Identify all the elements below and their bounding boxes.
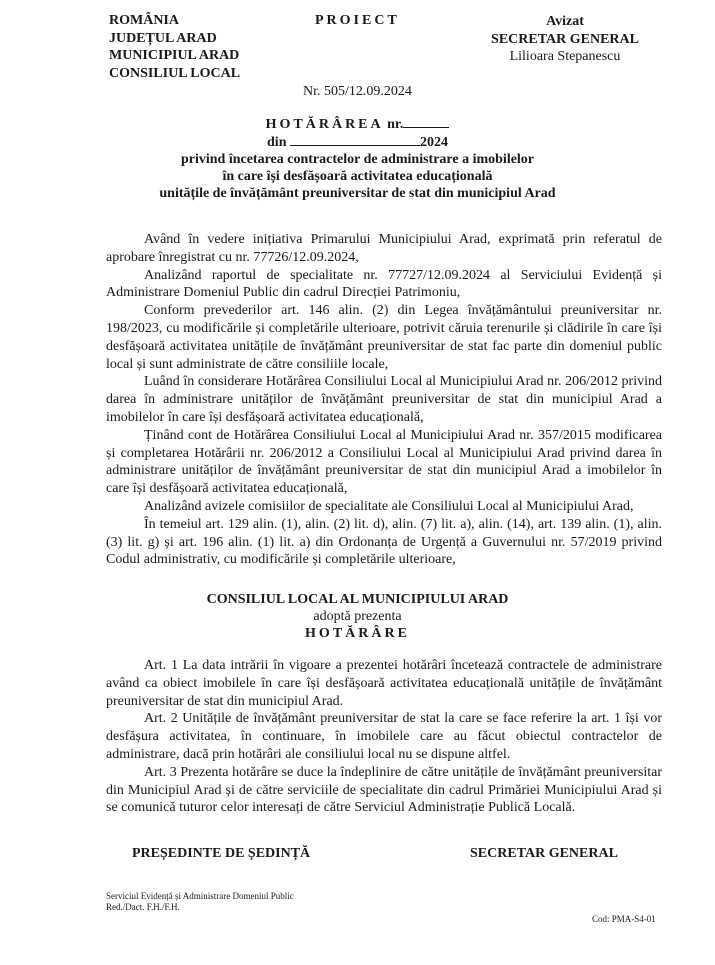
draft-label: PROIECT — [315, 13, 400, 28]
signature-secretary: SECRETAR GENERAL — [470, 846, 618, 861]
preamble-paragraph: Analizând raportul de specialitate nr. 77727/12.09.2024 al Serviciului Evidență și Administrare Domeniul Public din cadrul Direcției Patrimoniu, — [106, 267, 662, 301]
preamble-paragraph: Ținând cont de Hotărârea Consiliului Local al Municipiului Arad nr. 357/2015 modificarea și completarea Hotărârii nr. 206/2012 a Consiliului Local al Municipiului Arad privind darea în administrare unităților de învățământ preuniversitar de stat din municipiul Arad a imobilelor în care își desfășoară activitatea educațională, — [106, 427, 662, 497]
preamble-paragraph: Având în vedere inițiativa Primarului Municipiului Arad, exprimată prin referatul de aprobare înregistrat cu nr. 77726/12.09.2024, — [106, 232, 662, 265]
signature-chair: PREȘEDINTE DE ȘEDINȚĂ — [132, 846, 311, 861]
decision-word: HOTĂRÂRE — [305, 626, 410, 641]
preamble-paragraph: Analizând avizele comisiilor de specialitate ale Consiliului Local al Municipiului Arad, — [144, 498, 634, 514]
date-prefix: din — [267, 135, 287, 150]
registration-number: Nr. 505/12.09.2024 — [303, 84, 412, 99]
adopting-council: CONSILIUL LOCAL AL MUNICIPIULUI ARAD — [206, 592, 509, 607]
decision-title-block — [0, 115, 715, 202]
adopts-text: adoptă prezenta — [313, 609, 402, 624]
date-year: 2024 — [419, 135, 448, 150]
decision-nr-label: nr. — [387, 117, 404, 132]
article-paragraph: Art. 2 Unitățile de învățământ preuniversitar de stat la care se face referire la art. 1 își vor desfășura activitatea, în continuare, în imobilele care au făcut obiectul contractelor de administrare, dacă prin hotărâri ale consiliului local nu se dispune altfel. — [106, 711, 662, 762]
issuer-line-country: ROMÂNIA — [109, 13, 179, 28]
date-blank — [290, 133, 420, 146]
footer-issuer — [106, 891, 294, 913]
subject-line-1: privind încetarea contractelor de administrare a imobilelor — [180, 152, 535, 167]
subject-line-2: în care își desfășoară activitatea educațională — [222, 169, 493, 184]
preamble — [106, 231, 662, 569]
decision-number-blank — [403, 115, 449, 128]
approval-title: Avizat — [546, 14, 584, 29]
footer-department: Serviciul Evidență și Administrare Domeniul Public — [106, 891, 294, 901]
decision-title: HOTĂRÂREA — [265, 117, 384, 132]
preamble-paragraph: Luând în considerare Hotărârea Consiliului Local al Municipiului Arad nr. 206/2012 privind darea în administrare unităților de învățământ preuniversitar de stat din municipiul Arad a imobilelor în care își desfășoară activitatea educațională, — [106, 374, 662, 425]
issuer-line-council: CONSILIUL LOCAL — [109, 65, 241, 81]
subject-line-3: unitățile de învățământ preuniversitar de stat din municipiul Arad — [159, 186, 556, 201]
approval-block — [490, 13, 640, 66]
issuer-block — [109, 12, 240, 82]
preamble-paragraph: Conform prevederilor art. 146 alin. (2) din Legea învățământului preuniversitar nr. 198/2023, cu modificările și completările ulterioare, potrivit căruia terenurile și clădirile în care își desfășoară activitatea unitățile de învățământ preuniversitar de stat fac parte din domeniul public local și sunt administrate de către consiliile locale, — [106, 303, 662, 372]
approval-name: Lilioara Stepanescu — [509, 49, 621, 64]
approval-role: SECRETAR GENERAL — [491, 31, 639, 47]
article-paragraph: Art. 3 Prezenta hotărâre se duce la îndeplinire de către unitățile de învățământ preuniversitar din Municipiul Arad și de către serviciile de specialitate din cadrul Primăriei Municipiului Arad și se comunică tuturor celor interesați de către Serviciul Administrație Publică Locală. — [106, 764, 662, 816]
preamble-paragraph: În temeiul art. 129 alin. (1), alin. (2) lit. d), alin. (7) lit. a), alin. (14), art. 139 alin. (1), alin. (3) lit. g) și art. 196 alin. (1) lit. a) din Ordonanța de Urgență a Guvernului nr. 57/2019 privind Codul administrativ, cu modificările și completările ulterioare, — [106, 516, 662, 568]
decision-date-line — [0, 133, 715, 151]
article-paragraph: Art. 1 La data intrării în vigoare a prezentei hotărâri încetează contractele de administrare având ca obiect imobilele în care își desfășoară activitatea educațională unitățile de învățământ preuniversitar de stat din municipiul Arad. — [106, 658, 662, 709]
decision-title-line — [0, 115, 715, 133]
articles — [106, 657, 662, 817]
footer-code: Cod: PMA-S4-01 — [592, 914, 656, 924]
issuer-line-municipality: MUNICIPIUL ARAD — [109, 48, 240, 63]
adoption-block — [0, 591, 715, 642]
issuer-line-county: JUDEȚUL ARAD — [109, 30, 217, 46]
footer-drafted-by: Red./Dact. F.H./F.H. — [106, 902, 180, 912]
